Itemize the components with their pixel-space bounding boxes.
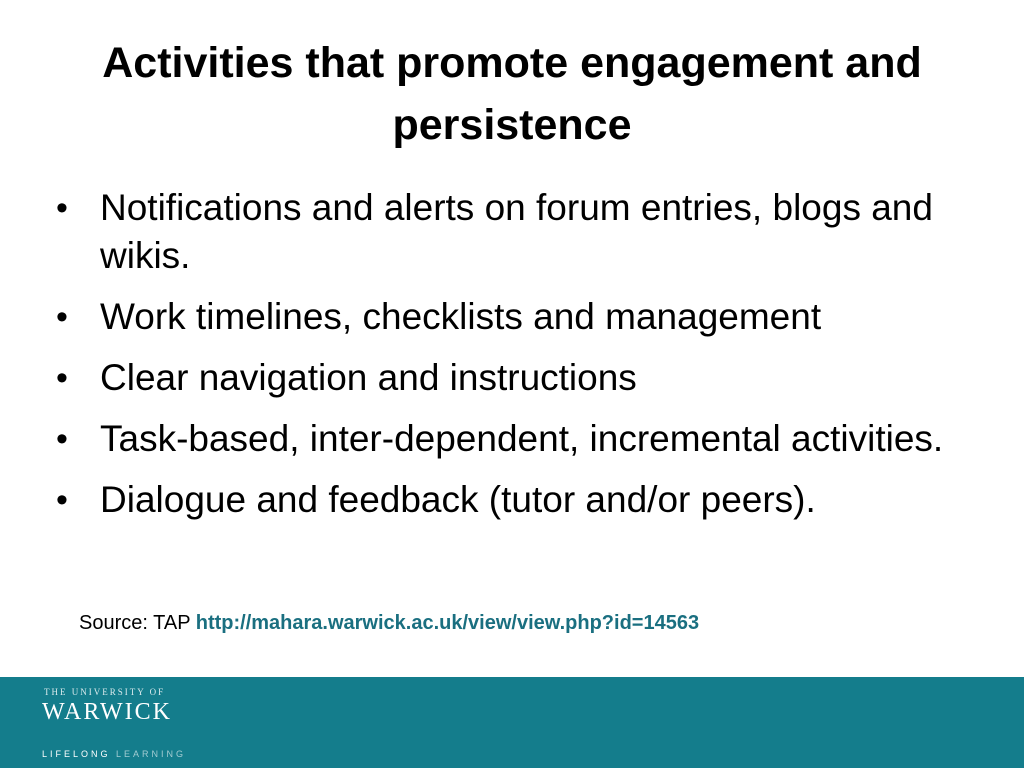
source-citation (79, 608, 699, 638)
bullet-text: Notifications and alerts on forum entries, blogs and wikis. (100, 187, 933, 276)
bullet-dot-icon: • (56, 420, 68, 458)
bullet-text: Work timelines, checklists and management (100, 296, 822, 337)
bullet-dot-icon: • (56, 189, 68, 227)
bullet-dot-icon: • (56, 359, 68, 397)
bullet-list (56, 184, 956, 537)
logo-subtitle-part2: LEARNING (116, 749, 187, 759)
source-label: Source: TAP (79, 612, 191, 634)
logo-subtitle (42, 749, 186, 759)
logo-university-line: THE UNIVERSITY OF (44, 687, 166, 697)
bullet-item (56, 354, 956, 402)
bullet-item (56, 415, 956, 463)
bullet-text: Clear navigation and instructions (100, 357, 637, 398)
bullet-item (56, 476, 956, 524)
bullet-text: Dialogue and feedback (tutor and/or peers). (100, 479, 816, 520)
logo-name: WARWICK (42, 699, 172, 725)
bullet-text: Task-based, inter-dependent, incremental activities. (100, 418, 944, 459)
warwick-logo (40, 685, 190, 765)
bullet-dot-icon: • (56, 481, 68, 519)
slide-title: Activities that promote engagement and persistence (102, 39, 922, 149)
footer-bar (0, 677, 1024, 768)
logo-subtitle-part1: LIFELONG (42, 749, 111, 759)
source-link[interactable]: http://mahara.warwick.ac.uk/view/view.php?id=14563 (195, 612, 700, 634)
bullet-item (56, 293, 956, 341)
bullet-item (56, 184, 956, 280)
bullet-dot-icon: • (56, 298, 68, 336)
